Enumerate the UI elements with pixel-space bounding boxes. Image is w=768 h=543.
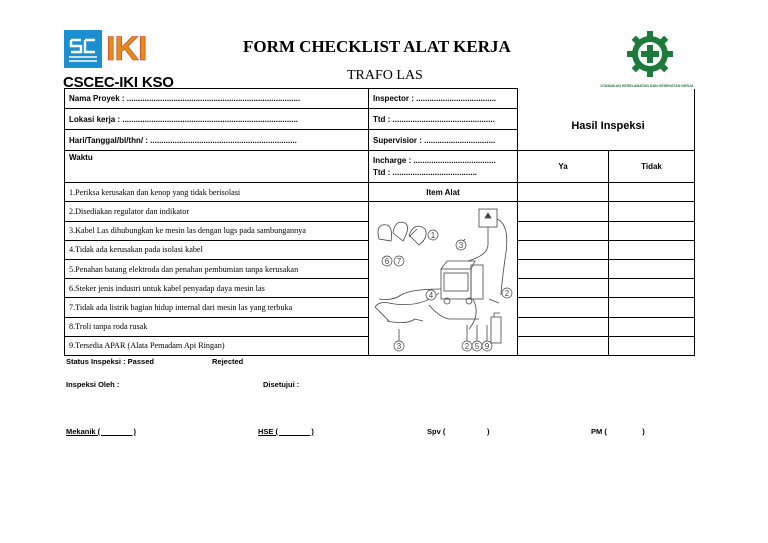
tidak-checkbox[interactable] bbox=[609, 240, 695, 259]
label-2-right: 2 bbox=[504, 288, 510, 298]
company-name: CSCEC-IKI KSO__ bbox=[63, 74, 191, 91]
tidak-column-header: Tidak bbox=[609, 151, 695, 183]
tidak-checkbox[interactable] bbox=[609, 259, 695, 278]
tidak-checkbox[interactable] bbox=[609, 279, 695, 298]
checklist-item: 9.Tersedia APAR (Alata Pemadam Api Ringan) bbox=[65, 336, 369, 355]
checklist-item: 6.Steker jenis industri untuk kabel penyadap daya mesin las bbox=[65, 279, 369, 298]
pm-signature[interactable]: PM ( ) bbox=[591, 427, 645, 436]
label-2-bottom: 2 bbox=[464, 341, 470, 351]
cscec-logo bbox=[64, 30, 102, 68]
label-6: 6 bbox=[384, 256, 390, 266]
ya-checkbox[interactable] bbox=[518, 298, 609, 317]
spv-signature[interactable]: Spv ( ) bbox=[427, 427, 490, 436]
hari-tanggal-field[interactable]: Hari/Tanggal/bl/thn/ : .................................................................. bbox=[65, 130, 369, 151]
ttd-inspector-field[interactable]: Ttd : .............................................. bbox=[369, 109, 518, 130]
incharge-ttd-field[interactable] bbox=[369, 151, 518, 183]
label-3-top: 3 bbox=[458, 240, 464, 250]
ya-checkbox[interactable] bbox=[518, 279, 609, 298]
ya-checkbox[interactable] bbox=[518, 336, 609, 355]
ya-checkbox[interactable] bbox=[518, 221, 609, 240]
checklist-table bbox=[64, 88, 695, 356]
checklist-item: 5.Penahan batang elektroda dan penahan pembumian tanpa kerusakan bbox=[65, 259, 369, 278]
waktu-field[interactable]: Waktu bbox=[65, 151, 369, 183]
rejected-label: Rejected bbox=[212, 357, 244, 366]
ttd-incharge-field[interactable]: Ttd : ...................................... bbox=[373, 168, 478, 178]
checklist-item: 8.Troli tanpa roda rusak bbox=[65, 317, 369, 336]
lokasi-kerja-field[interactable]: Lokasi kerja : ............................................................................... bbox=[65, 109, 369, 130]
supervisior-field[interactable]: Supervisior : ................................ bbox=[369, 130, 518, 151]
incharge-field[interactable]: Incharge : ..................................... bbox=[373, 156, 496, 166]
tidak-checkbox[interactable] bbox=[609, 202, 695, 221]
label-7: 7 bbox=[396, 256, 402, 266]
iki-logo: IKI bbox=[106, 30, 147, 68]
welding-machine-illustration bbox=[369, 202, 518, 356]
disetujui-label: Disetujui : bbox=[263, 380, 300, 389]
form-title: FORM CHECKLIST ALAT KERJA bbox=[243, 37, 511, 56]
label-3-bottom: 3 bbox=[396, 341, 402, 351]
inspector-field[interactable]: Inspector : .................................... bbox=[369, 89, 518, 109]
mekanik-signature[interactable]: Mekanik ( ) bbox=[66, 427, 137, 436]
hse-signature[interactable]: HSE ( ) bbox=[258, 427, 314, 436]
tidak-checkbox[interactable] bbox=[609, 298, 695, 317]
checklist-item: 2.Disediakan regulator dan indikator bbox=[65, 202, 369, 221]
label-1: 1 bbox=[430, 230, 436, 240]
label-5: 5 bbox=[474, 341, 480, 351]
form-subtitle: TRAFO LAS bbox=[347, 68, 423, 83]
inspeksi-oleh-label: Inspeksi Oleh : bbox=[66, 380, 120, 389]
label-4: 4 bbox=[428, 290, 434, 300]
tidak-checkbox[interactable] bbox=[609, 221, 695, 240]
item-alat-header: Item Alat bbox=[369, 183, 518, 202]
ya-column-header: Ya bbox=[518, 151, 609, 183]
welding-machine-drawing bbox=[369, 203, 518, 355]
k3-caption: UTAMAKAN KESELAMATAN DAN KESEHATAN KERJA bbox=[600, 84, 694, 88]
tidak-checkbox[interactable] bbox=[609, 317, 695, 336]
k3-safety-logo bbox=[624, 28, 676, 80]
ya-checkbox[interactable] bbox=[518, 317, 609, 336]
tidak-checkbox[interactable] bbox=[609, 336, 695, 355]
tidak-checkbox[interactable] bbox=[609, 183, 695, 202]
hasil-inspeksi-header: Hasil Inspeksi bbox=[518, 89, 695, 151]
status-inspeksi: Status Inspeksi : Passed bbox=[66, 357, 154, 366]
nama-proyek-field[interactable]: Nama Proyek : .............................................................................. bbox=[65, 89, 369, 109]
ya-checkbox[interactable] bbox=[518, 240, 609, 259]
checklist-item: 3.Kabel Las dihubungkan ke mesin las dengan lugs pada sambungannya bbox=[65, 221, 369, 240]
ya-checkbox[interactable] bbox=[518, 183, 609, 202]
ya-checkbox[interactable] bbox=[518, 259, 609, 278]
label-9: 9 bbox=[484, 341, 490, 351]
checklist-item: 1.Periksa kerusakan dan kenop yang tidak berisolasi bbox=[65, 183, 369, 202]
checklist-item: 7.Tidak ada listrik bagian hidup internal dari mesin las yang terbuka bbox=[65, 298, 369, 317]
checklist-item: 4.Tidak ada kerusakan pada isolasi kabel bbox=[65, 240, 369, 259]
ya-checkbox[interactable] bbox=[518, 202, 609, 221]
